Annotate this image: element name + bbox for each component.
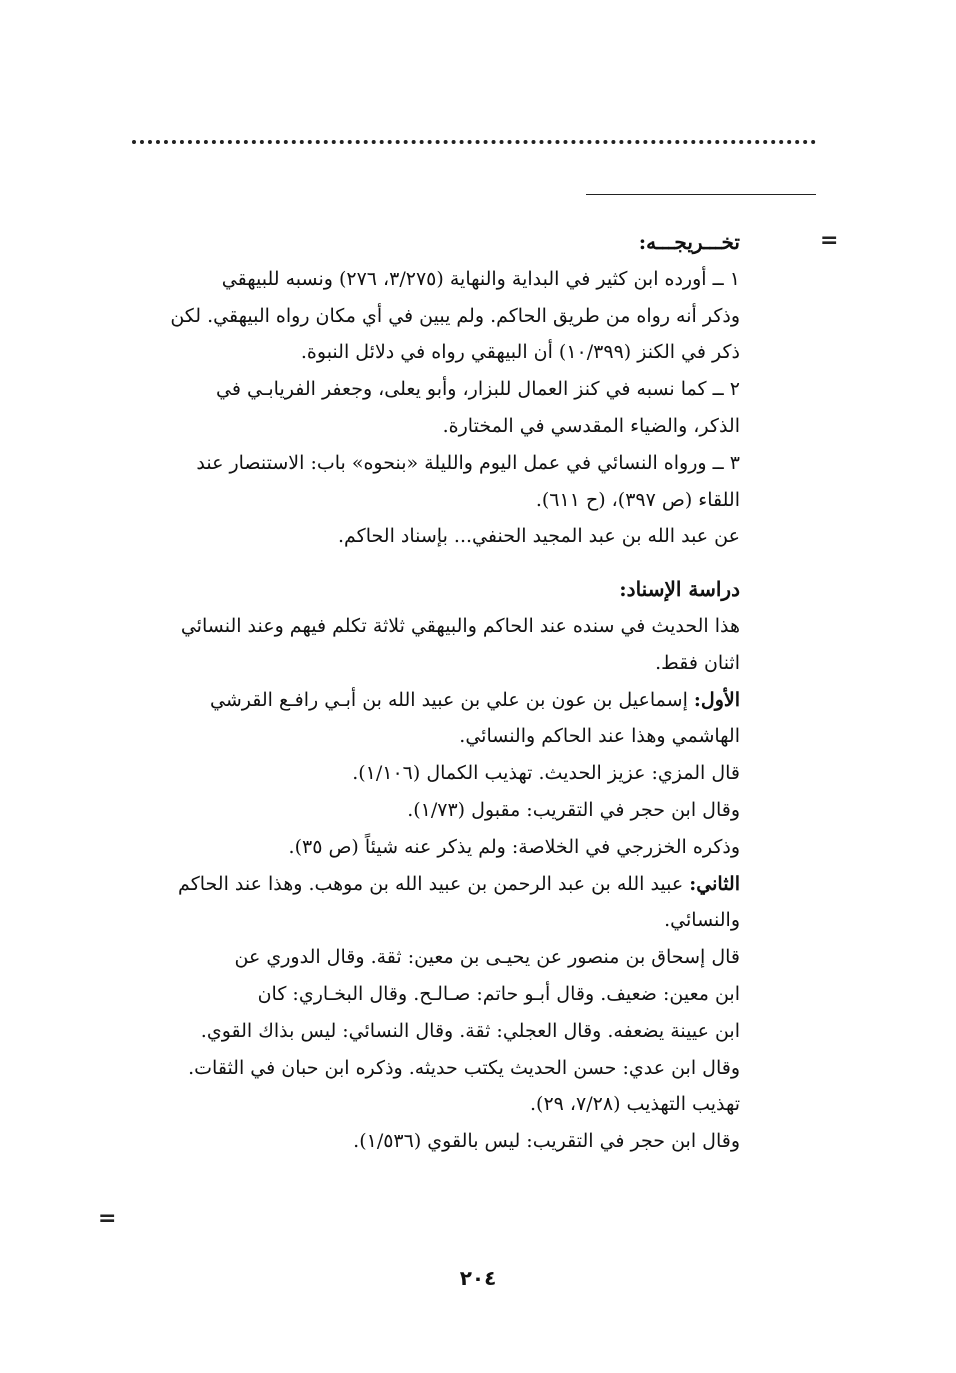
first-narrator-label: الأول: [693,688,740,711]
takhrij-heading: تخـــريجـــه: [638,230,740,254]
section-gap [124,555,740,571]
page-number: ٢٠٤ [459,1266,497,1290]
second-narrator-quote: وقال ابن عدي: حسن الحديث يكتب حديثه. وذكره ابن حبان في الثقات. [188,1056,740,1079]
takhrij-line: ١ ــ أورده ابن كثير في البداية والنهاية (٣/٢٧٥، ٢٧٦) ونسبه للبيهقي [221,267,740,290]
dirasa-heading: دراسة الإسناد: [619,577,740,602]
first-narrator-line [124,682,740,719]
takhrij-line: الذكر، والضياء المقدسي في المختارة. [442,414,740,437]
takhrij-line: وذكر أنه رواه من طريق الحاكم. ولم يبين في أي مكان رواه البيهقي. لكن [170,304,740,327]
takhrij-line: ذكر في الكنز (١٠/٣٩٩) أن البيهقي رواه في دلائل النبوة. [300,341,740,364]
second-narrator-quote: ابن عيينة يضعفه. وقال العجلي: ثقة. وقال النسائي: ليس بذاك القوي. [200,1019,740,1042]
second-narrator-label: الثاني: [689,872,740,895]
takhrij-line: عن عبد الله بن عبد المجيد الحنفي... بإسناد الحاكم. [338,525,740,548]
continuation-mark-bottom: = [98,1206,117,1231]
dirasa-intro-line: اثنان فقط. [655,651,740,674]
first-narrator-text: إسماعيل بن عون بن علي بن عبيد الله بن أبـي رافـع القرشي [209,688,694,711]
takhrij-line: ٢ ــ كما نسبه في كنز العمال للبزار، وأبو يعلى، وجعفر الفريابـي في [216,378,740,401]
footnote-rule [586,194,816,195]
second-narrator-line: والنسائي. [664,909,740,932]
first-narrator-quote: وقال ابن حجر في التقريب: مقبول (١/٧٣). [407,798,740,821]
first-narrator-quote: قال المزي: عزيز الحديث. تهذيب الكمال (١/١٠٦). [352,762,740,785]
first-narrator-line: الهاشمي وهذا عند الحاكم والنسائي. [459,725,740,748]
first-narrator-quote: وذكره الخزرجي في الخلاصة: ولم يذكر عنه شيئاً (ص ٣٥). [288,835,740,858]
continuation-mark-top: = [820,228,839,253]
second-narrator-quote: تهذيب التهذيب (٧/٢٨، ٢٩). [529,1093,740,1116]
second-narrator-quote: قال إسحاق بن منصور عن يحيـى بن معين: ثقة. وقال الدوري عن [234,946,740,969]
second-narrator-quote: وقال ابن حجر في التقريب: ليس بالقوي (١/٥٣٦). [353,1130,740,1153]
dotted-separator [132,140,816,144]
takhrij-line: ٣ ــ ورواه النسائي في عمل اليوم والليلة «بنحوه» باب: الاستنصار عند [196,451,740,474]
second-narrator-quote: ابن معين: ضعيف. وقال أبـو حاتم: صـالـح. وقال البخـاري: كان [257,982,740,1005]
second-narrator-line [124,866,740,903]
takhrij-line: اللقاء (ص ٣٩٧)، (ح ٦١١). [535,488,740,511]
second-narrator-text: عبيد الله بن عبد الرحمن بن عبيد الله بن موهب. وهذا عند الحاكم [178,872,690,895]
dirasa-intro-line: هذا الحديث في سنده عند الحاكم والبيهقي ثلاثة تكلم فيهم وعند النسائي [180,614,740,637]
footnote-text [124,224,740,1160]
